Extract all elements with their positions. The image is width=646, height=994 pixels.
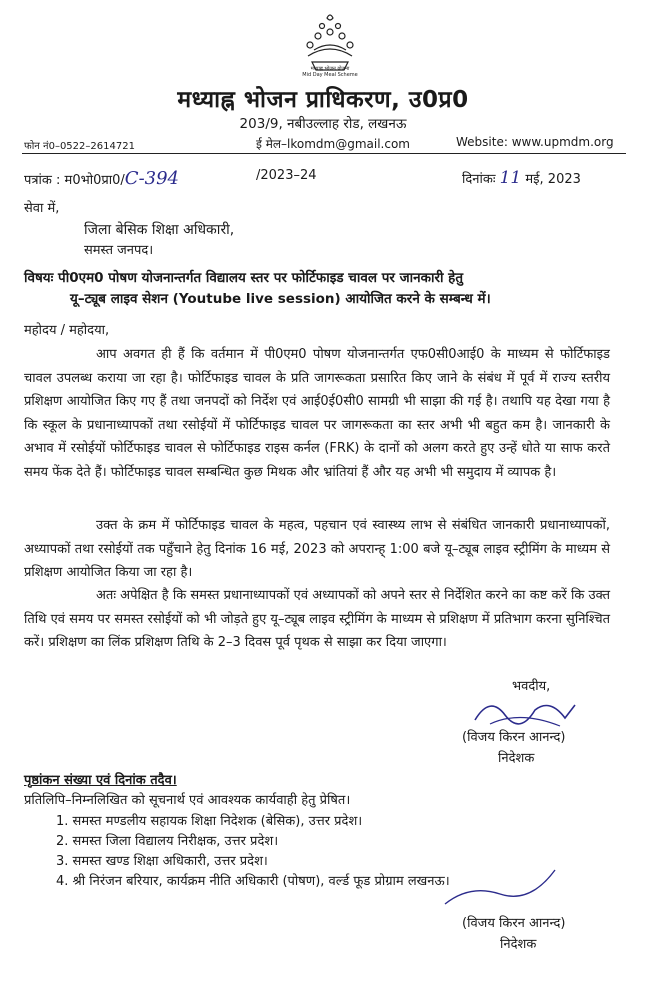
signatory-name: (विजय किरन आनन्द) bbox=[462, 730, 566, 745]
logo-caption-english: Mid Day Meal Scheme bbox=[302, 72, 358, 78]
subject-line-1: विषयः पी0एम0 पोषण योजनान्तर्गत विद्यालय स्तर पर फोर्टिफाइड चावल पर जानकारी हेतु bbox=[24, 270, 464, 286]
endorsement-item-3: 3. समस्त खण्ड शिक्षा अधिकारी, उत्तर प्रदेश। bbox=[56, 854, 268, 869]
email-address: ई मेल–lkomdm@gmail.com bbox=[256, 137, 410, 151]
letter-date bbox=[462, 168, 581, 188]
signatory-designation: निदेशक bbox=[498, 751, 535, 766]
endorsement-item-2: 2. समस्त जिला विद्यालय निरीक्षक, उत्तर प्रदेश। bbox=[56, 834, 279, 849]
date-day-handwritten: 11 bbox=[499, 168, 522, 188]
endorsement-item-1: 1. समस्त मण्डलीय सहायक शिक्षा निदेशक (बेसिक), उत्तर प्रदेश। bbox=[56, 814, 363, 829]
reference-number-handwritten: C-394 bbox=[124, 168, 180, 189]
phone-number: फोन नं0–0522–2614721 bbox=[24, 141, 135, 152]
body-paragraph-2: उक्त के क्रम में फोर्टिफाइड चावल के महत्व, पहचान एवं स्वास्थ्य लाभ से संबंधित जानकारी प्रधानाध्यापकों, अध्यापकों तथा रसोईयों तक पहुँचाने हेतु दिनांक 16 मई, 2023 को अपरान्ह् 1:00 बजे यू–ट्यूब लाइव स्ट्रीमिंग के माध्यम से प्रशिक्षण आयोजित किया जा रहा है। bbox=[24, 518, 610, 580]
body-paragraph-3: अतः अपेक्षित है कि समस्त प्रधानाध्यापकों एवं अध्यापकों को अपने स्तर से निर्देशित करने का कष्ट करें कि उक्त तिथि एवं समय पर समस्त रसोईयों को भी जोड़ते हुए यू–ट्यूब लाइव स्ट्रीमिंग के माध्यम से प्रशिक्षण में प्रतिभाग करना सुनिश्चित करें। प्रशिक्षण का लिंक प्रशिक्षण तिथि के 2–3 दिवस पूर्व पृथक से साझा कर दिया जाएगा। bbox=[24, 588, 610, 650]
logo-caption-hindi: मध्याह्न भोजन योजना bbox=[310, 66, 350, 72]
recipient-line-2: समस्त जनपद। bbox=[84, 243, 154, 258]
organization-name: मध्याह्न भोजन प्राधिकरण, उ0प्र0 bbox=[177, 87, 469, 113]
signatory-designation-2: निदेशक bbox=[500, 937, 537, 952]
initial-scribble bbox=[440, 864, 560, 910]
signature-scribble bbox=[470, 690, 580, 730]
reference-label: पत्रांक : म0भो0प्रा0/ bbox=[24, 173, 125, 188]
endorsement-heading: पृष्ठांकन संख्या एवं दिनांक तदैव। bbox=[24, 773, 177, 788]
body-paragraph-1: आप अवगत ही हैं कि वर्तमान में पी0एम0 पोषण योजनान्तर्गत एफ0सी0आई0 के माध्यम से फोर्टिफाइड चावल उपलब्ध कराया जा रहा है। फोर्टिफाइड चावल के प्रति जागरूकता प्रसारित किए जाने के संबंध में पूर्व में राज्य स्तरीय प्रशिक्षण आयोजित किए गए हैं तथा जनपदों को निर्देश एवं आई0ई0सी0 सामग्री भी साझा की गई है। तथापि यह देखा गया है कि स्कूल के प्रधानाध्यापकों तथा रसोईयों में फोर्टिफाइड चावल पर जागरूकता का स्तर अभी भी बहुत कम है। जानकारी के अभाव में रसोईयों फोर्टिफाइड चावल से फोर्टिफाइड राइस कर्नल (FRK) के दानों को अलग करते हुए उन्हें धोते या साफ करते समय फेंक देते हैं। फोर्टिफाइड चावल सम्बन्धित कुछ मिथक और भ्रांतियां हैं और यह अभी भी समुदाय में व्यापक है। bbox=[24, 347, 610, 480]
letterhead-divider bbox=[22, 153, 626, 154]
salutation: सेवा में, bbox=[24, 201, 60, 216]
endorsement-item-4: 4. श्री निरंजन बरियार, कार्यक्रम नीति अधिकारी (पोषण), वर्ल्ड फूड प्रोग्राम लखनऊ। bbox=[56, 874, 450, 889]
endorsement-intro: प्रतिलिपि–निम्नलिखित को सूचनार्थ एवं आवश्यक कार्यवाही हेतु प्रेषित। bbox=[24, 793, 351, 808]
subject-line-2: यू–ट्यूब लाइव सेशन (Youtube live session) आयोजित करने के सम्बन्ध में। bbox=[70, 291, 491, 307]
letter-reference bbox=[24, 168, 179, 189]
closing: भवदीय, bbox=[512, 679, 551, 694]
website: Website: www.upmdm.org bbox=[456, 135, 614, 149]
greeting: महोदय / महोदया, bbox=[24, 323, 110, 338]
reference-year: /2023–24 bbox=[256, 168, 317, 183]
date-month-year: मई, 2023 bbox=[525, 172, 581, 187]
date-label: दिनांकः bbox=[462, 172, 496, 187]
signatory-name-2: (विजय किरन आनन्द) bbox=[462, 916, 566, 931]
recipient-line-1: जिला बेसिक शिक्षा अधिकारी, bbox=[84, 222, 235, 238]
organization-address: 203/9, नबीउल्लाह रोड, लखनऊ bbox=[239, 116, 407, 132]
